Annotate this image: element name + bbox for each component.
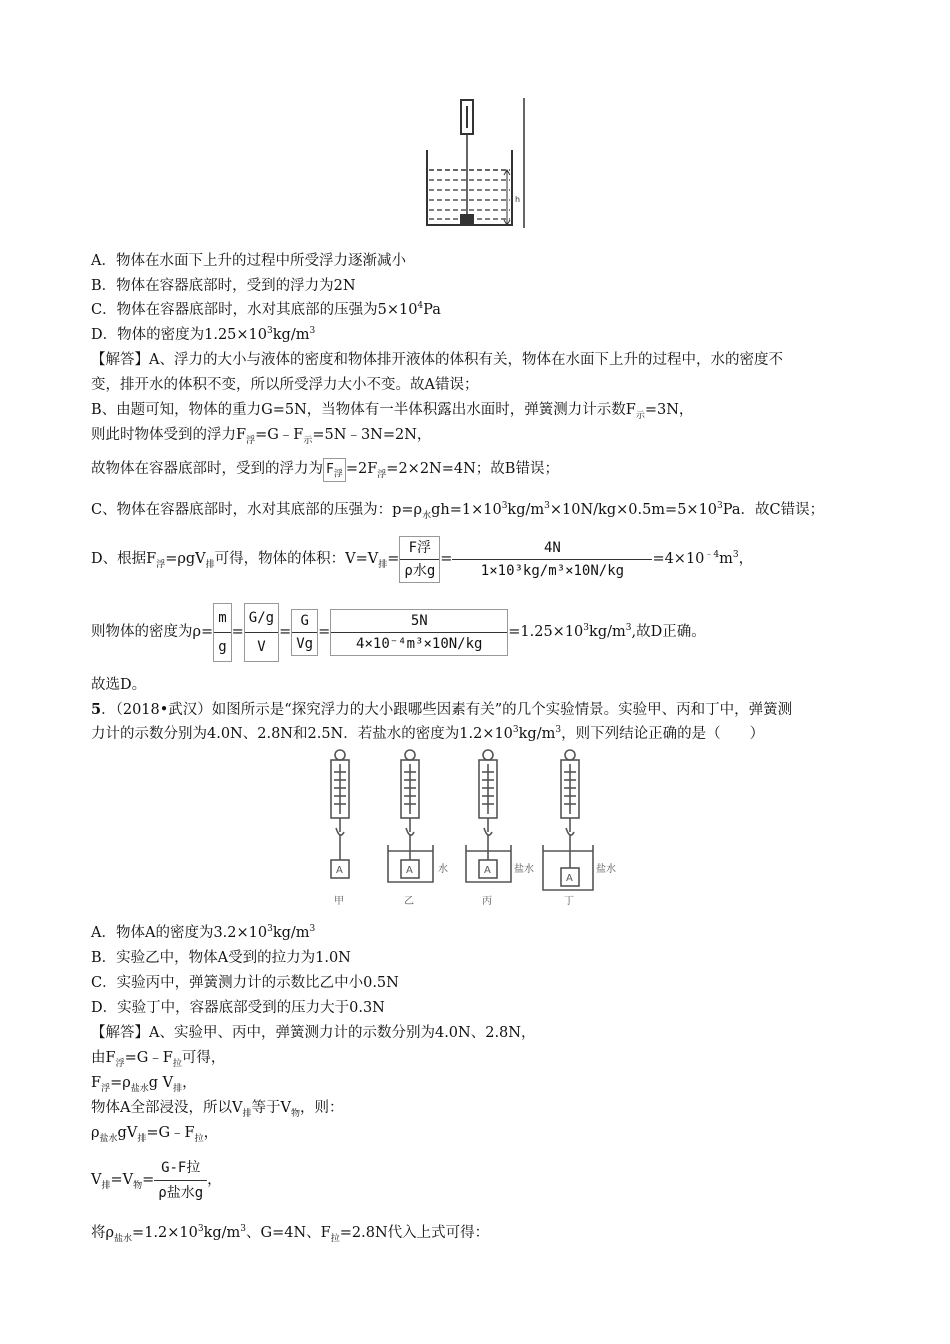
scale-yi [388,750,433,882]
fraction-f-over-rho-g: $\frac{\text{F浮}}{\text{ρ水g}}$ [399,536,440,583]
q5-answer-line5: $\rho_{盐水}gV_排=G﹣F_拉$， [91,1125,219,1144]
q4-answer-c: C、物体在容器底部时，水对其底部的压强为：$p=\rho_水gh=1\times 10^3kg/m^3\times 10N/kg\times 0.5m=5\times 10^3Pa$．故C错误； [91,501,825,521]
q5-answer-line4: 物体A全部浸没，所以$V_排$等于$V_物$，则： [91,1100,344,1119]
q4-option-a: A．物体在水面下上升的过程中所受浮力逐渐减小 [91,253,406,269]
q5-answer-line2: 由$F_浮=G﹣F_拉$可得， [91,1050,226,1069]
q5-option-b: B．实验乙中，物体A受到的拉力为1.0N [91,950,351,966]
q5-option-d: D．实验丁中，容器底部受到的压力大于0.3N [91,1000,385,1016]
q5-option-a: A．物体A的密度为$3.2\times 10^3kg/m^3$ [91,924,316,941]
fraction-gg-over-v: $\frac{G/g}{V}$ [244,603,279,662]
fraction-4n-over-expr: $\frac{4N}{\text{1×10³kg/m³×10N/kg}}$ [452,537,652,582]
q4-conclusion: 故选D。 [91,677,147,693]
liquid-label-yi: 水 [438,864,448,875]
q4-answer-b-line3: 故物体在容器底部时，受到的浮力为 $F_浮 =2F_浮=2\times 2N=4N$；故B错误； [91,458,559,482]
q5-answer-line1: 【解答】A、实验甲、丙中，弹簧测力计的示数分别为4.0N、2.8N， [91,1025,536,1041]
fraction-5n-over-expr: $\frac{5N}{\text{4×10⁻⁴m³×10N/kg}}$ [330,609,508,656]
block-label-yi: A [406,865,413,876]
block-label-jia: A [336,865,343,876]
q4-option-d: D．物体的密度为$1.25\times 10^3kg/m^3$ [91,326,316,343]
fraction-g-minus-f-over-rho-g: $\frac{\text{G-F拉}}{\text{ρ盐水g}}$ [154,1156,207,1205]
scale-ding [543,750,593,890]
figure-label-yi: 乙 [404,896,414,907]
q4-answer-b-line1: B、由题可知，物体的重力G=5N，当物体有一半体积露出水面时，弹簧测力计示数$F_示=3N$， [91,402,694,421]
q5-answer-line3: $F_浮=\rho_{盐水}g$ $V_排$， [91,1075,197,1094]
q5-stem-line2: 力计的示数分别为4.0N、2.8N和2.5N．若盐水的密度为$1.2\times 10^3kg/m^3$，则下列结论正确的是（ ） [91,725,765,742]
q4-answer-b-line2: 则此时物体受到的浮力$F_浮=G﹣F_示=5N﹣3N=2N$， [91,427,432,446]
liquid-label-bing: 盐水 [514,864,534,875]
q4-option-b: B．物体在容器底部时，受到的浮力为2N [91,278,356,294]
liquid-label-ding: 盐水 [596,864,616,875]
scale-bing [466,750,511,882]
buoyancy-tank-figure [424,98,526,230]
block-label-ding: A [566,873,573,884]
q5-answer-line6: $V_排=V_物=$ $\frac{\text{G-F拉}}{\text{ρ盐水g}}$ ， [91,1152,222,1208]
figure-label-jia: 甲 [334,896,344,907]
q5-answer-line7: 将$\rho_{盐水}=1.2\times 10^3kg/m^3$、G=4N、$F_拉=2.8N$代入上式可得： [91,1224,490,1244]
svg-text:h: h [515,195,521,204]
q5-option-c: C．实验丙中，弹簧测力计的示数比乙中小0.5N [91,975,399,991]
q4-answer-density: 则物体的密度为ρ= $\frac{m}{g}$ = $\frac{G/g}{V}$ = $\frac{G}{Vg}$ = $\frac{5N}{\text{4×10⁻⁴m³×10N/kg}}$ $=1.25\times 10^3kg/m^3$,故D正确。 [91,597,706,667]
figure-label-ding: 丁 [564,896,574,907]
q4-answer-a-line2: 变，排开水的体积不变，所以所受浮力大小不变。故A错误； [91,377,479,393]
fraction-g-over-vg: $\frac{G}{Vg}$ [291,609,318,656]
scale-jia [331,750,349,878]
q5-stem-line1: 5．（2018•武汉）如图所示是“探究浮力的大小跟哪些因素有关”的几个实验情景。实验甲、丙和丁中，弹簧测 [91,701,793,718]
figure-label-bing: 丙 [482,896,492,907]
spring-scale-experiments-figure [318,748,638,910]
q4-option-c: C．物体在容器底部时，水对其底部的压强为$5\times 10^4Pa$ [91,301,441,318]
fraction-m-over-g: $\frac{m}{g}$ [213,603,231,662]
block-label-bing: A [484,865,491,876]
q4-answer-a-line1: 【解答】A、浮力的大小与液体的密度和物体排开液体的体积有关，物体在水面下上升的过程中，水的密度不 [91,352,783,368]
q4-answer-d: D、根据$F_浮=\rho gV_排$可得，物体的体积：$V=V_排=$ $\frac{\text{F浮}}{\text{ρ水g}}$ = $\frac{4N}{\text{1×10³kg/m³×10N/kg}}$ $=4\times 10^{﹣4}m^3$， [91,533,753,585]
